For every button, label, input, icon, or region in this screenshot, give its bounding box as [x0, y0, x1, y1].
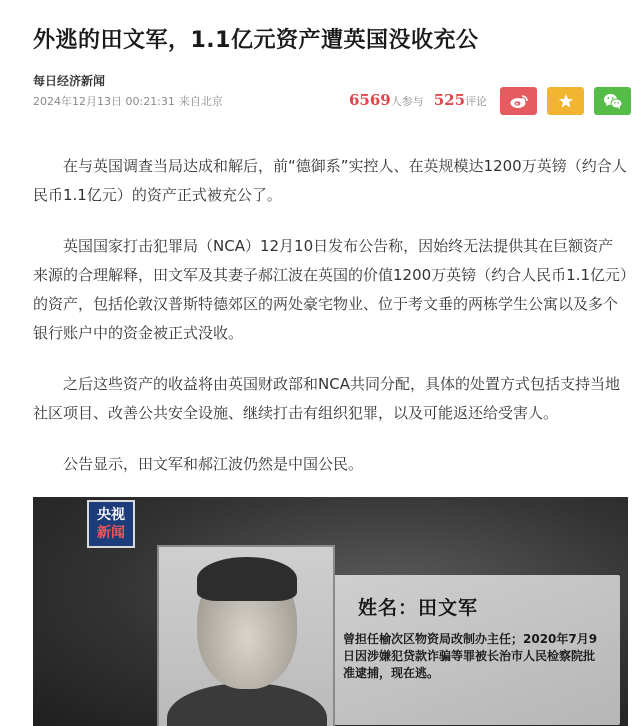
weibo-icon — [509, 93, 529, 109]
participants-count: 6569 — [349, 91, 391, 109]
wechat-icon — [603, 93, 623, 110]
engagement-stats — [349, 91, 487, 109]
share-wechat-button[interactable] — [594, 87, 631, 115]
wanted-name: 姓名：田文军 — [358, 597, 479, 619]
participants-label: 人参与 — [390, 95, 424, 108]
wanted-description: 曾担任榆次区物资局改制办主任；2020年7月9日因涉嫌犯贷款诈骗等罪被长治市人民检察院批准逮捕，现在逃。 — [343, 632, 598, 680]
share-weibo-button[interactable] — [500, 87, 537, 115]
publish-location: 来自北京 — [178, 95, 223, 108]
logo-line2: 新闻 — [97, 525, 125, 541]
publish-datetime: 2024年12月13日 00:21:31 — [33, 95, 175, 108]
suspect-portrait — [157, 545, 335, 726]
cctv-news-logo — [87, 500, 135, 548]
article-paragraph: 英国国家打击犯罪局（NCA）12月10日发布公告称，因始终无法提供其在巨额资产来源的合理解释，田文军及其妻子郝江波在英国的价值1200万英镑（约合人民币1.1亿元）的资产，包括伦敦汉普斯特德郊区的两处豪宅物业、位于考文垂的两栋学生公寓以及多个银行账户中的资金被正式没收。 — [33, 237, 628, 342]
article-paragraph: 在与英国调查当局达成和解后，前“德御系”实控人、在英规模达1200万英镑（约合人民币1.1亿元）的资产正式被充公了。 — [33, 157, 627, 204]
favorite-button[interactable] — [547, 87, 584, 115]
article-meta — [33, 93, 223, 109]
article-paragraph: 之后这些资产的收益将由英国财政部和NCA共同分配，具体的处置方式包括支持当地社区项目、改善公共安全设施、继续打击有组织犯罪，以及可能返还给受害人。 — [33, 375, 620, 422]
comments-label[interactable]: 评论 — [465, 95, 488, 108]
star-icon — [558, 93, 574, 109]
article-paragraph: 公告显示，田文军和郝江波仍然是中国公民。 — [63, 455, 364, 473]
article-title: 外逃的田文军，1.1亿元资产遭英国没收充公 — [33, 28, 479, 53]
comments-count[interactable]: 525 — [433, 91, 466, 109]
article-body — [33, 152, 628, 501]
article-image[interactable] — [33, 497, 628, 726]
logo-line1: 央视 — [97, 507, 125, 523]
source-name[interactable]: 每日经济新闻 — [33, 74, 106, 88]
